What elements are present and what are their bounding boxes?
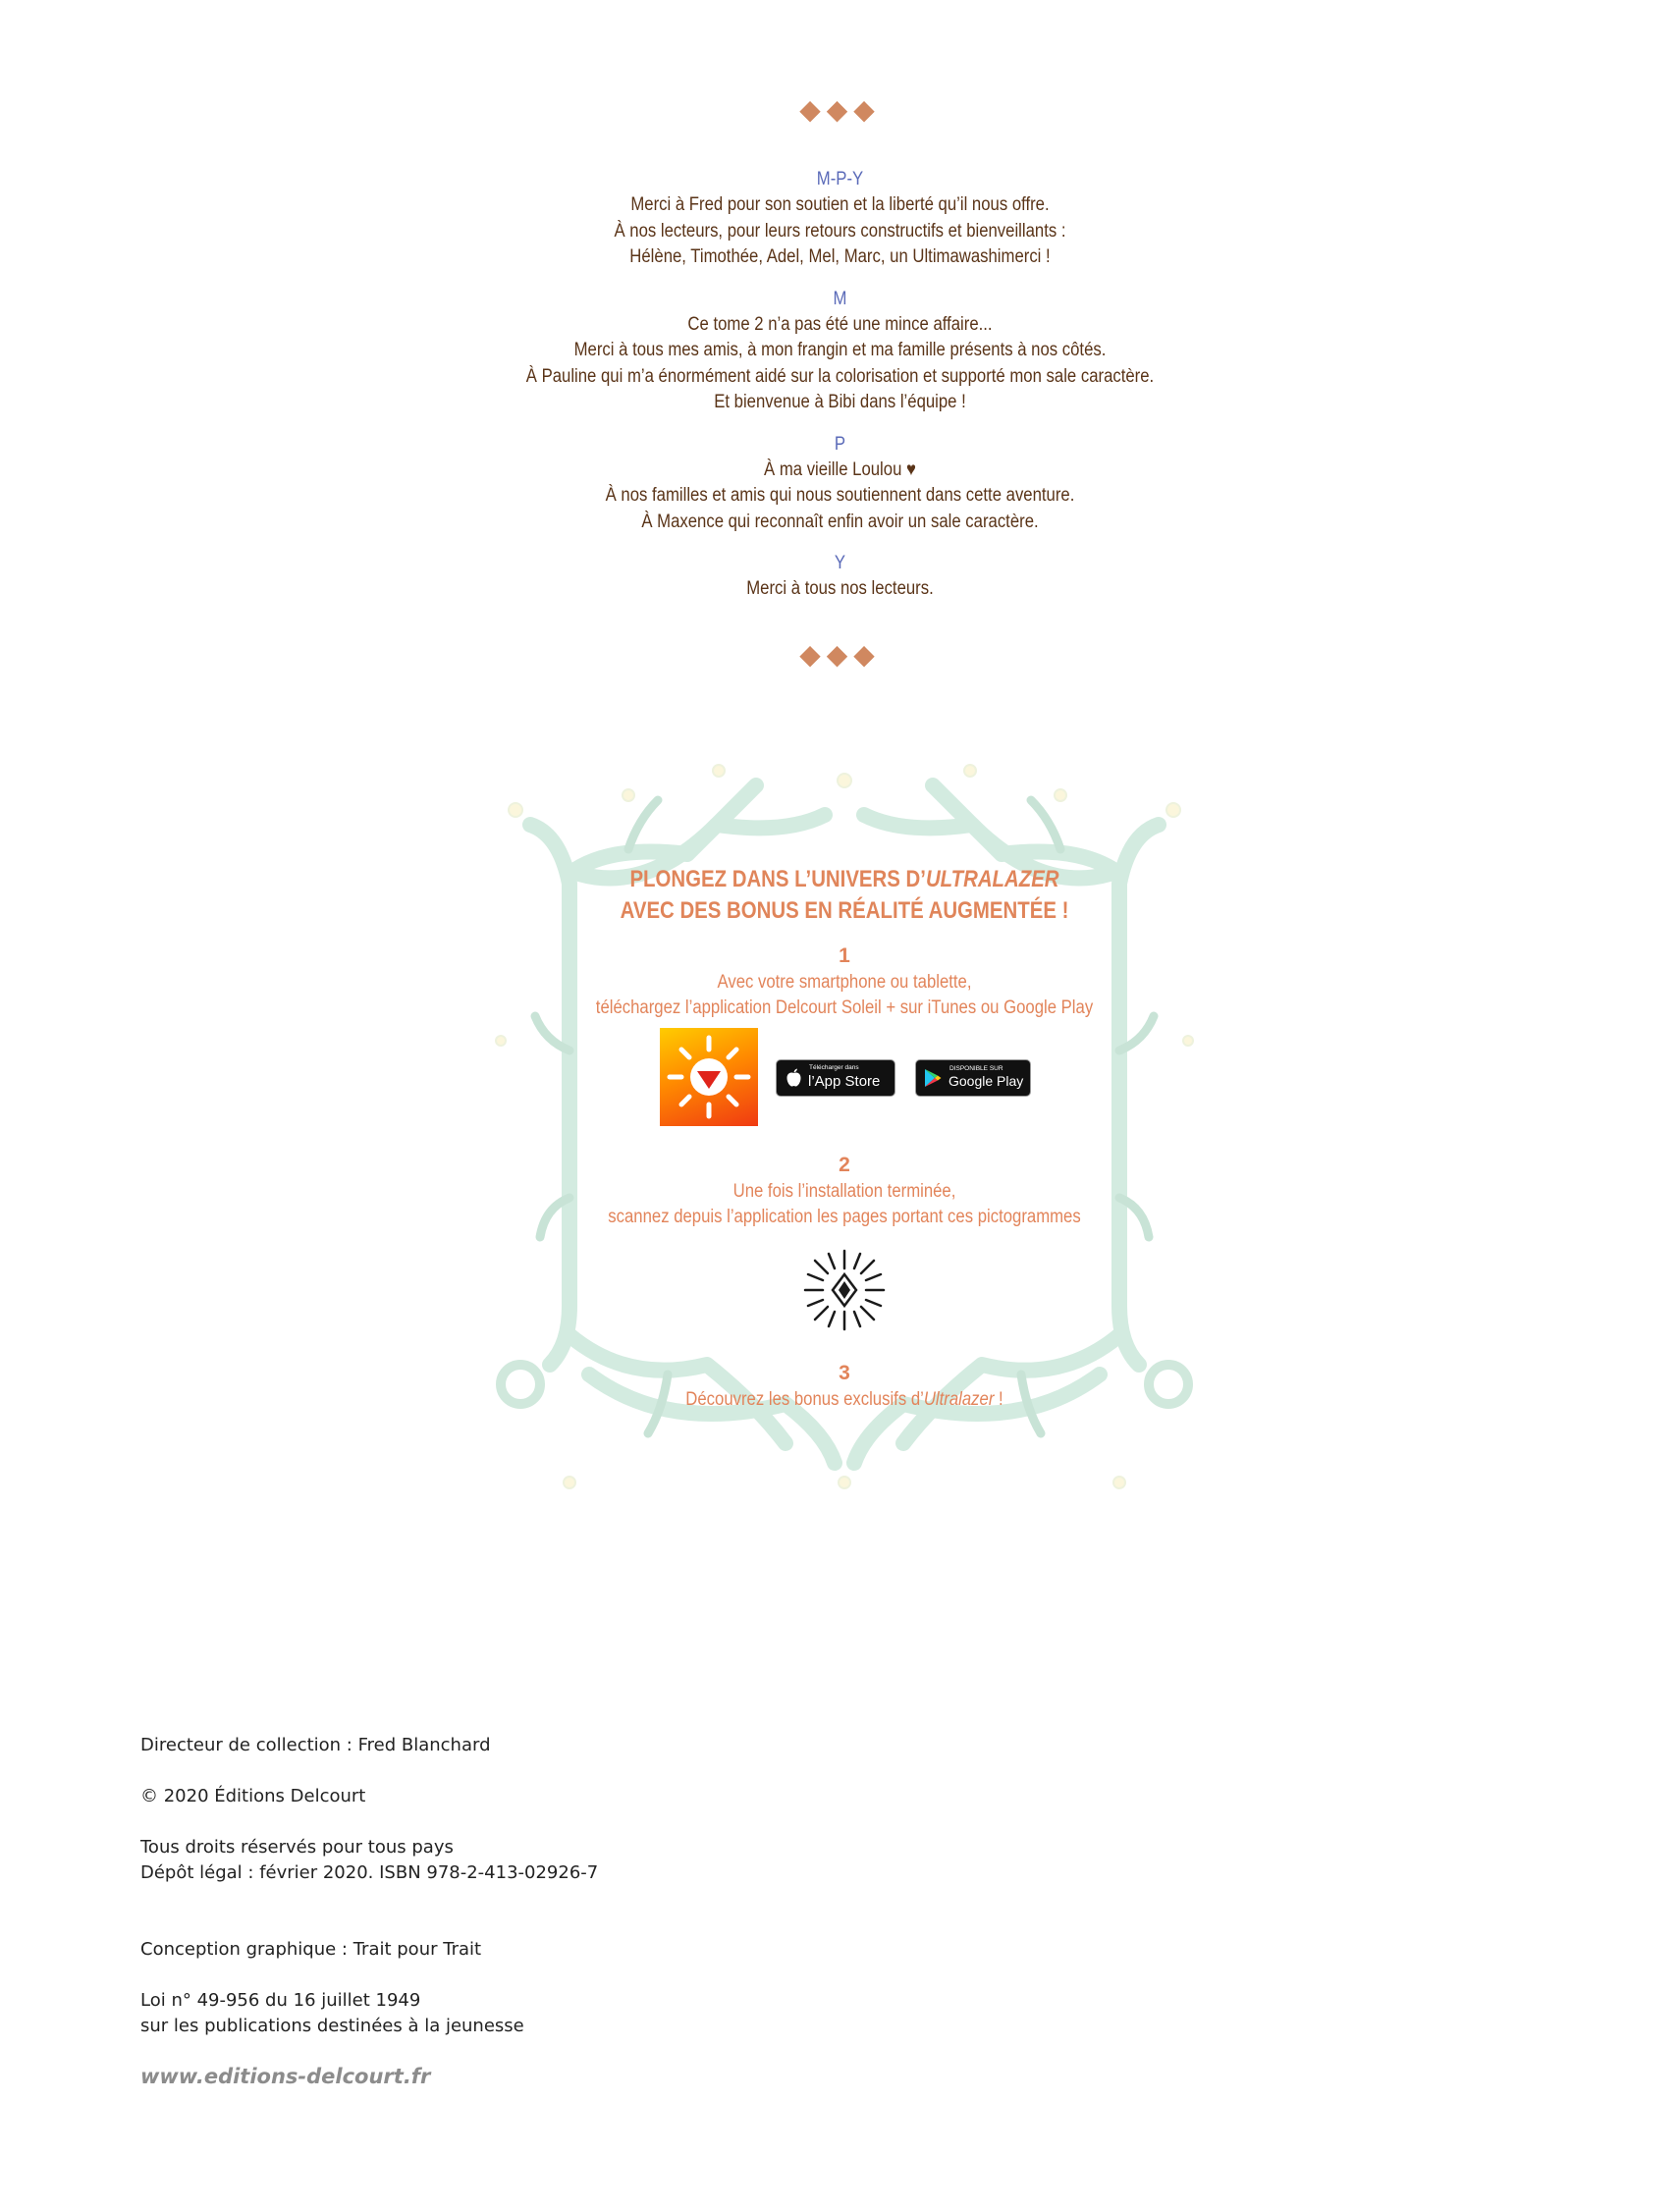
thanks-group-m <box>101 287 1580 416</box>
thanks-line: À ma vieille Loulou ♥ <box>764 458 916 480</box>
ornament-top: ◆◆◆ <box>799 93 881 126</box>
thanks-line: Ce tome 2 n’a pas été une mince affaire... <box>687 313 993 335</box>
ornament-bottom: ◆◆◆ <box>799 638 881 671</box>
acknowledgements <box>101 167 1580 619</box>
step-1-line-2: téléchargez l’application Delcourt Soleil + sur iTunes ou Google Play <box>595 997 1094 1018</box>
app-links <box>660 1028 1053 1126</box>
google-play-icon <box>924 1068 942 1088</box>
website-link[interactable]: www.editions-delcourt.fr <box>140 2065 431 2088</box>
thanks-group-y <box>101 551 1580 603</box>
headline-title: ULTRALAZER <box>925 866 1059 892</box>
step-3-text <box>533 1387 1156 1413</box>
step-3-suffix: ! <box>994 1389 1003 1410</box>
app-store-small-text: Télécharger dans <box>809 1064 859 1071</box>
thanks-group-mpy <box>101 167 1580 271</box>
step-1-text <box>533 970 1156 1021</box>
ar-frame <box>491 756 1198 1502</box>
step-3-title: Ultralazer <box>923 1389 995 1410</box>
step-3-number: 3 <box>839 1362 850 1384</box>
google-play-small-text: DISPONIBLE SUR <box>949 1065 1003 1072</box>
step-2-text <box>533 1179 1156 1230</box>
thanks-line: Merci à tous nos lecteurs. <box>746 578 934 599</box>
law-block <box>140 1988 598 2039</box>
legal-deposit-line: Dépôt légal : février 2020. ISBN 978-2-413-02926-7 <box>140 1862 599 1883</box>
step-2-number: 2 <box>839 1154 850 1176</box>
google-play-big-text: Google Play <box>948 1073 1024 1089</box>
signature: P <box>834 433 846 455</box>
step-2-line-2: scannez depuis l’application les pages portant ces pictogrammes <box>608 1207 1081 1227</box>
thanks-line: À nos familles et amis qui nous soutiennent dans cette aventure. <box>605 485 1075 506</box>
graphic-design-credit: Conception graphique : Trait pour Trait <box>140 1939 482 1960</box>
thanks-line: Et bienvenue à Bibi dans l’équipe ! <box>714 392 966 412</box>
rights-line: Tous droits réservés pour tous pays <box>140 1837 454 1858</box>
thanks-line: Merci à tous mes amis, à mon frangin et ma famille présents à nos côtés. <box>573 340 1107 360</box>
app-store-button[interactable] <box>776 1059 895 1097</box>
thanks-line: À Pauline qui m’a énormément aidé sur la colorisation et supporté mon sale caractère. <box>525 365 1155 387</box>
credits-block <box>140 1733 598 2065</box>
thanks-line: Hélène, Timothée, Adel, Mel, Marc, un Ultimawashimerci ! <box>629 246 1051 267</box>
step-1-number: 1 <box>839 944 850 967</box>
headline-prefix: PLONGEZ DANS L’UNIVERS D’ <box>629 866 926 892</box>
ar-pictogram-icon <box>801 1247 888 1333</box>
app-store-big-text: l’App Store <box>808 1073 881 1090</box>
copyright-notice: © 2020 Éditions Delcourt <box>140 1786 366 1806</box>
thanks-group-p <box>101 432 1580 536</box>
signature: Y <box>834 553 846 573</box>
signature: M <box>833 288 847 309</box>
sun-icon <box>660 1028 758 1126</box>
law-line-1: Loi n° 49-956 du 16 juillet 1949 <box>140 1990 421 2011</box>
step-2-line-1: Une fois l’installation terminée, <box>732 1181 956 1202</box>
step-1-line-1: Avec votre smartphone ou tablette, <box>717 972 972 993</box>
thanks-line: À Maxence qui reconnaît enfin avoir un sale caractère. <box>641 511 1039 532</box>
step-3-prefix: Découvrez les bonus exclusifs d’ <box>685 1389 924 1410</box>
google-play-button[interactable] <box>915 1059 1031 1097</box>
thanks-line: À nos lecteurs, pour leurs retours constructifs et bienveillants : <box>614 220 1066 242</box>
headline-line-2: AVEC DES BONUS EN RÉALITÉ AUGMENTÉE ! <box>620 897 1069 924</box>
ar-headline <box>544 864 1145 927</box>
law-line-2: sur les publications destinées à la jeunesse <box>140 2016 524 2036</box>
signature: M-P-Y <box>816 169 864 189</box>
delcourt-soleil-app-logo[interactable] <box>660 1028 758 1126</box>
apple-icon <box>786 1068 802 1088</box>
thanks-line: Merci à Fred pour son soutien et la liberté qu’il nous offre. <box>630 194 1050 215</box>
collection-director: Directeur de collection : Fred Blanchard <box>140 1735 491 1755</box>
rights-block <box>140 1835 598 1886</box>
